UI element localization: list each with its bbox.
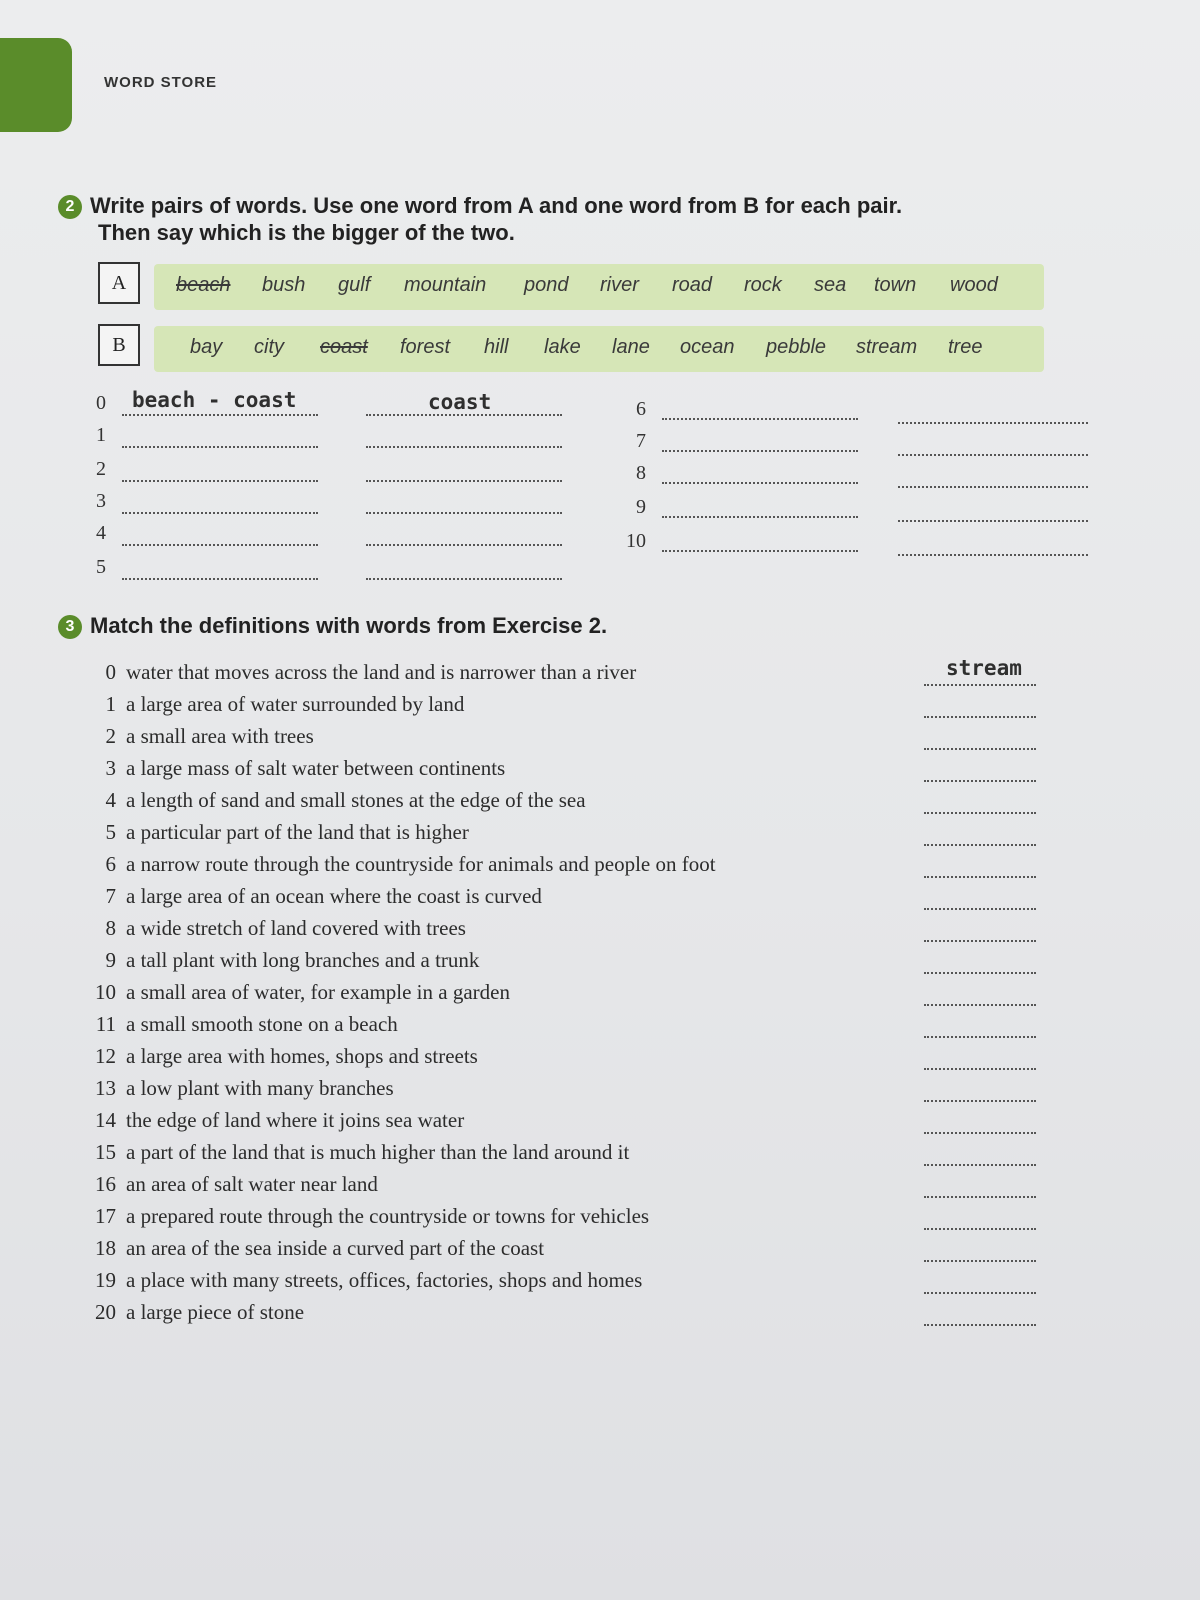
pair-number: 9: [636, 496, 646, 518]
definition-text: a part of the land that is much higher than the land around it: [126, 1140, 630, 1164]
bigger-blank[interactable]: [366, 414, 562, 416]
pair-number: 0: [96, 392, 106, 414]
answer-blank[interactable]: [924, 876, 1036, 878]
answer-blank[interactable]: [924, 812, 1036, 814]
bigger-blank[interactable]: [898, 554, 1088, 556]
list-item: [88, 948, 1048, 978]
pair-number: 1: [96, 424, 106, 446]
box-a-word: mountain: [404, 274, 487, 296]
bigger-blank[interactable]: [366, 446, 562, 448]
definition-text: a prepared route through the countryside or towns for vehicles: [126, 1204, 650, 1228]
definition-number: 2: [105, 724, 116, 748]
box-a-word: river: [600, 274, 639, 296]
definition-number: 8: [105, 916, 116, 940]
answer-blank[interactable]: [924, 940, 1036, 942]
definition-text: a particular part of the land that is higher: [126, 820, 469, 844]
list-item: [88, 916, 1048, 946]
pair-blank[interactable]: [122, 414, 318, 416]
list-item: [88, 1108, 1048, 1138]
box-b-word: pebble: [766, 336, 827, 358]
box-a-word: road: [672, 274, 713, 296]
pair-blank[interactable]: [662, 450, 858, 452]
list-item: [88, 980, 1048, 1010]
box-b-word: lane: [612, 336, 650, 358]
list-item: [88, 1204, 1048, 1234]
definition-number: 13: [95, 1076, 116, 1100]
box-a-word: beach: [176, 274, 231, 296]
bigger-blank[interactable]: [898, 486, 1088, 488]
pair-number: 2: [96, 458, 106, 480]
definition-text: a large area of an ocean where the coast is curved: [126, 884, 542, 908]
definition-number: 12: [95, 1044, 116, 1068]
box-b-word: tree: [948, 336, 983, 358]
answer-blank[interactable]: [924, 716, 1036, 718]
definition-text: a tall plant with long branches and a trunk: [126, 948, 480, 972]
answer-blank[interactable]: [924, 1228, 1036, 1230]
box-a-word: town: [874, 274, 917, 296]
box-b-label: B: [98, 324, 140, 366]
definition-number: 5: [105, 820, 116, 844]
exercise-3-heading: [58, 612, 607, 639]
definition-number: 0: [105, 660, 116, 684]
section-tab: [0, 38, 72, 132]
example-answer: stream: [946, 656, 1022, 680]
list-item: [88, 1076, 1048, 1106]
answer-blank[interactable]: [924, 844, 1036, 846]
box-b-word: city: [254, 336, 284, 358]
answer-blank[interactable]: [924, 1004, 1036, 1006]
box-b-word: hill: [484, 336, 509, 358]
answer-blank[interactable]: [924, 1260, 1036, 1262]
box-b-word: coast: [320, 336, 368, 358]
definition-text: a length of sand and small stones at the edge of the sea: [126, 788, 586, 812]
exercise-2-instruction-line1: Write pairs of words. Use one word from A and one word from B for each pair.: [90, 193, 903, 218]
box-b-word: stream: [856, 336, 918, 358]
definition-number: 11: [95, 1012, 116, 1036]
bigger-blank[interactable]: [898, 454, 1088, 456]
definition-number: 20: [95, 1300, 116, 1324]
answer-blank[interactable]: [924, 1132, 1036, 1134]
pair-blank[interactable]: [662, 418, 858, 420]
list-item: [88, 1236, 1048, 1266]
exercise-2-instruction-line2: Then say which is the bigger of the two.: [98, 220, 515, 245]
list-item: [88, 724, 1048, 754]
box-a-label: A: [98, 262, 140, 304]
definition-text: a large area of water surrounded by land: [126, 692, 465, 716]
box-a-word: wood: [950, 274, 998, 296]
list-item: [88, 1140, 1048, 1170]
definition-text: water that moves across the land and is narrower than a river: [126, 660, 637, 684]
box-a-word: gulf: [338, 274, 371, 296]
definition-number: 17: [95, 1204, 116, 1228]
exercise-3-instruction: Match the definitions with words from Exercise 2.: [90, 613, 608, 638]
pair-blank[interactable]: [662, 550, 858, 552]
definition-number: 4: [105, 788, 116, 812]
list-item: [88, 1044, 1048, 1074]
definition-text: a wide stretch of land covered with trees: [126, 916, 466, 940]
answer-blank[interactable]: [924, 1100, 1036, 1102]
list-item: [88, 1012, 1048, 1042]
definition-text: an area of salt water near land: [126, 1172, 378, 1196]
definition-text: a large mass of salt water between continents: [126, 756, 506, 780]
pair-blank[interactable]: [122, 446, 318, 448]
box-b-words: [154, 326, 1044, 372]
pair-number: 5: [96, 556, 106, 578]
definition-number: 19: [95, 1268, 116, 1292]
answer-blank[interactable]: [924, 972, 1036, 974]
list-item: [88, 820, 1048, 850]
exercise-2-heading: [58, 192, 902, 246]
box-b-word: lake: [544, 336, 581, 358]
pair-blank[interactable]: [122, 512, 318, 514]
answer-blank[interactable]: [924, 1036, 1036, 1038]
pair-number: 4: [96, 522, 106, 544]
pair-number: 8: [636, 462, 646, 484]
exercise-3-number: 3: [58, 615, 82, 639]
list-item: [88, 692, 1048, 722]
list-item: [88, 756, 1048, 786]
pair-number: 6: [636, 398, 646, 420]
answer-blank[interactable]: [924, 1164, 1036, 1166]
answer-blank[interactable]: [924, 1292, 1036, 1294]
definition-text: a place with many streets, offices, factories, shops and homes: [126, 1268, 643, 1292]
answer-blank[interactable]: [924, 1196, 1036, 1198]
pair-number: 10: [626, 530, 646, 552]
bigger-blank[interactable]: [898, 422, 1088, 424]
list-item: [88, 788, 1048, 818]
definition-text: an area of the sea inside a curved part of the coast: [126, 1236, 545, 1260]
answer-blank[interactable]: [924, 780, 1036, 782]
answer-blank[interactable]: [924, 908, 1036, 910]
list-item: [88, 656, 1048, 690]
pair-number: 3: [96, 490, 106, 512]
definition-number: 10: [95, 980, 116, 1004]
pair-blank[interactable]: [662, 482, 858, 484]
bigger-blank[interactable]: [366, 512, 562, 514]
list-item: [88, 884, 1048, 914]
definition-number: 3: [105, 756, 116, 780]
answer-blank[interactable]: [924, 748, 1036, 750]
answer-blank[interactable]: [924, 1324, 1036, 1326]
definition-text: the edge of land where it joins sea water: [126, 1108, 465, 1132]
definition-text: a large area with homes, shops and streets: [126, 1044, 478, 1068]
bigger-blank[interactable]: [366, 480, 562, 482]
definition-number: 9: [105, 948, 116, 972]
bigger-blank[interactable]: [898, 520, 1088, 522]
bigger-blank[interactable]: [366, 578, 562, 580]
definition-text: a narrow route through the countryside for animals and people on foot: [126, 852, 716, 876]
definition-text: a large piece of stone: [126, 1300, 305, 1324]
page-title: WORD STORE: [104, 74, 218, 91]
answer-blank[interactable]: [924, 1068, 1036, 1070]
list-item: [88, 1268, 1048, 1298]
example-bigger-answer: coast: [428, 390, 492, 414]
definition-text: a small smooth stone on a beach: [126, 1012, 398, 1036]
pair-blank[interactable]: [122, 544, 318, 546]
box-a-word: rock: [744, 274, 782, 296]
definition-number: 6: [105, 852, 116, 876]
exercise-2-number: 2: [58, 195, 82, 219]
example-pair-answer: beach - coast: [132, 388, 297, 412]
definition-text: a small area of water, for example in a garden: [126, 980, 510, 1004]
definition-text: a low plant with many branches: [126, 1076, 394, 1100]
list-item: [88, 1300, 1048, 1330]
pair-blank[interactable]: [122, 578, 318, 580]
box-a-word: sea: [814, 274, 847, 296]
definition-number: 18: [95, 1236, 116, 1260]
box-b-word: ocean: [680, 336, 735, 358]
pair-blank[interactable]: [662, 516, 858, 518]
box-a-word: bush: [262, 274, 306, 296]
bigger-blank[interactable]: [366, 544, 562, 546]
definition-text: a small area with trees: [126, 724, 314, 748]
box-a-words: [154, 264, 1044, 310]
definition-number: 14: [95, 1108, 116, 1132]
box-a-word: pond: [524, 274, 569, 296]
pair-blank[interactable]: [122, 480, 318, 482]
list-item: [88, 852, 1048, 882]
answer-blank[interactable]: [924, 684, 1036, 686]
definition-number: 1: [105, 692, 116, 716]
list-item: [88, 1172, 1048, 1202]
definition-number: 7: [105, 884, 116, 908]
box-b-word: bay: [190, 336, 223, 358]
pair-number: 7: [636, 430, 646, 452]
box-b-word: forest: [400, 336, 451, 358]
definition-number: 16: [95, 1172, 116, 1196]
definition-number: 15: [95, 1140, 116, 1164]
